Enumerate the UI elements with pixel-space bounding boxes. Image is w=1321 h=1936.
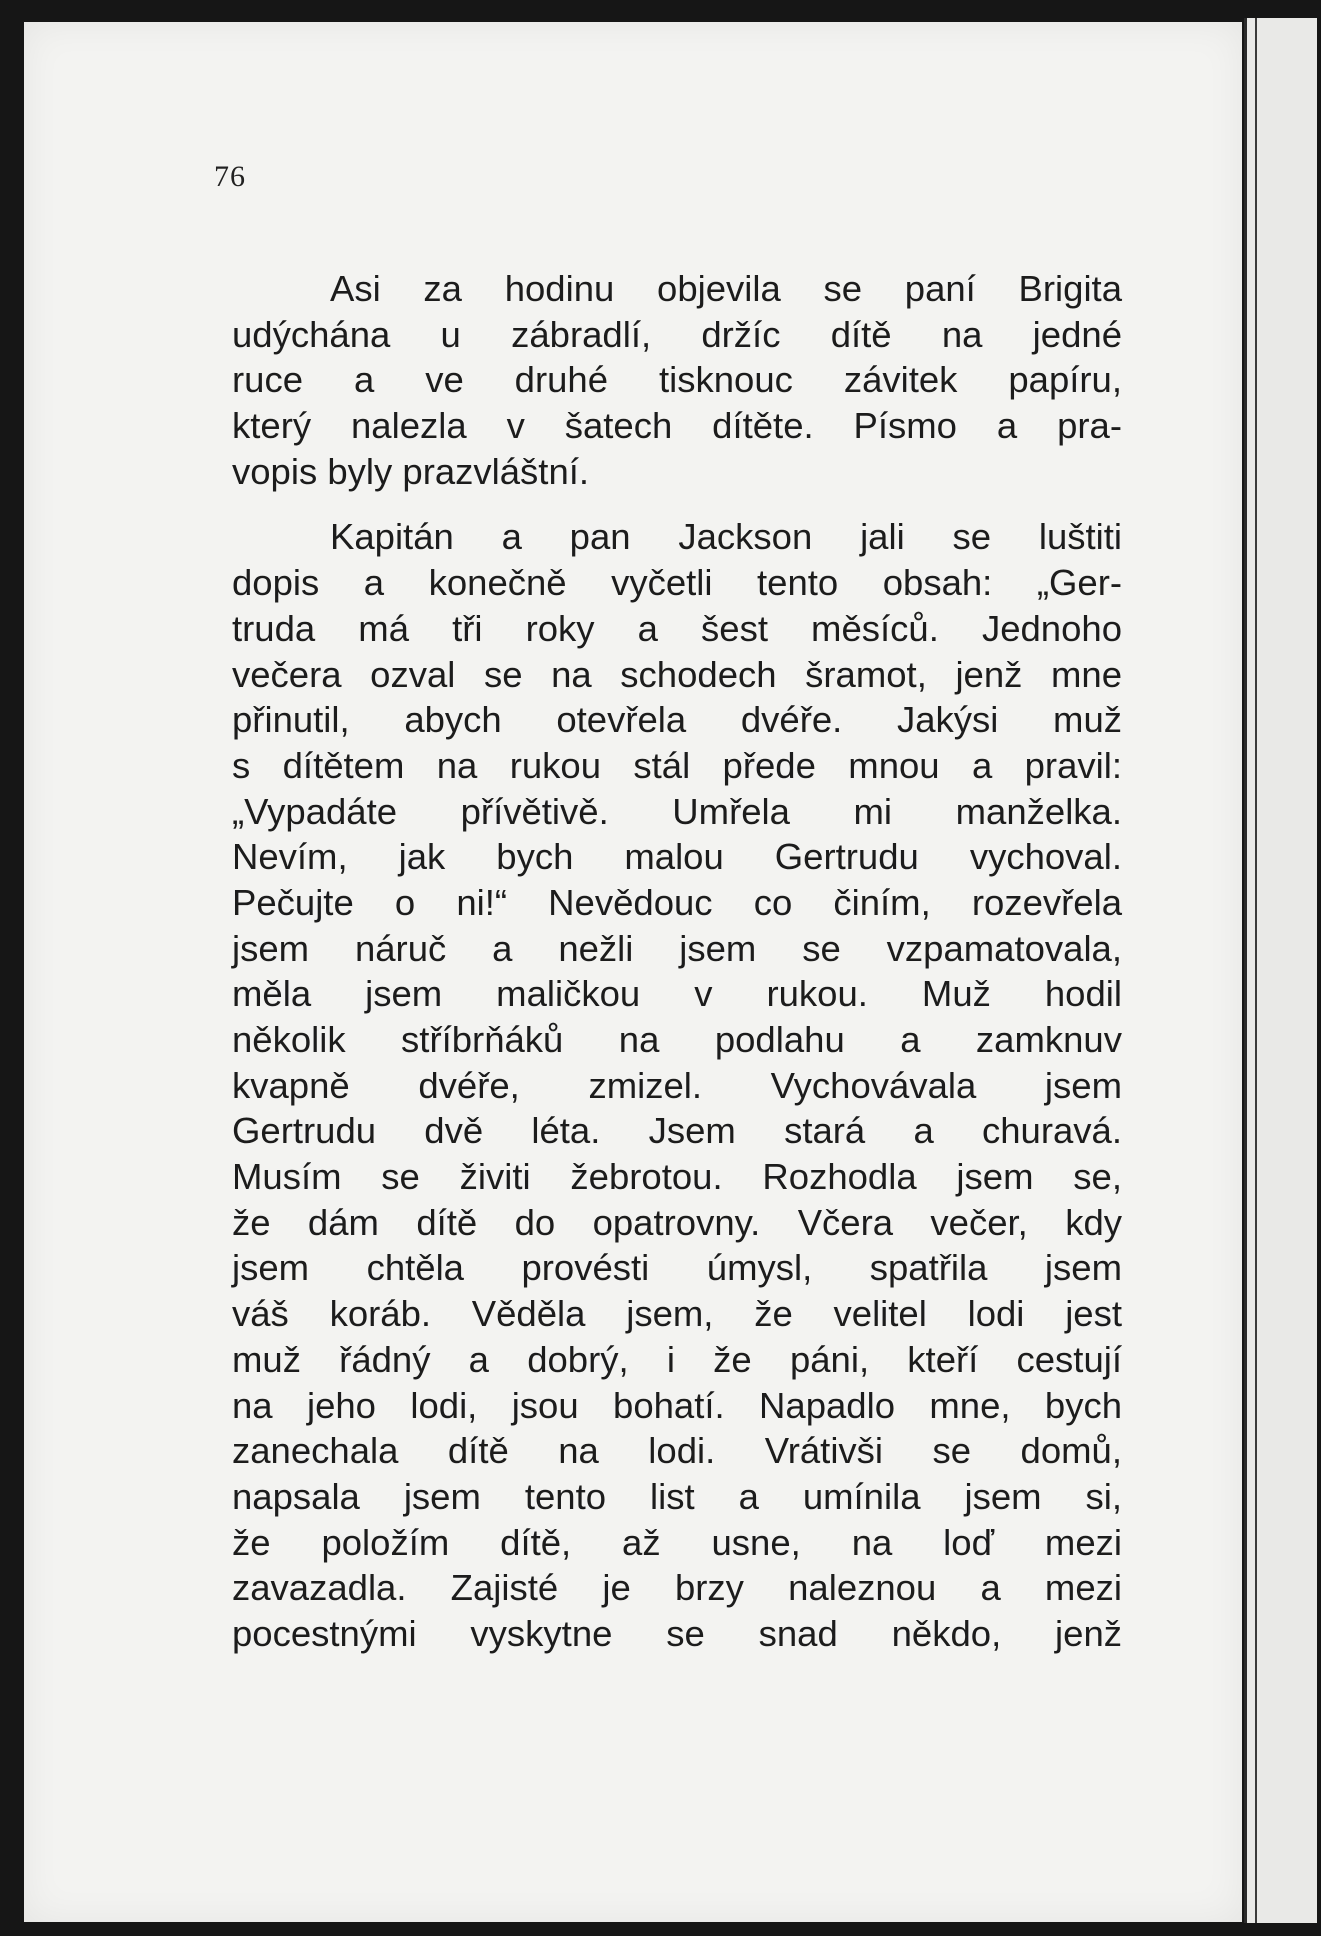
- text-line: večera ozval se na schodech šramot, jenž mne: [232, 653, 1122, 695]
- paragraph-gap: [232, 494, 1122, 514]
- text-line: dopis a konečně vyčetli tento obsah: „Ger-: [232, 562, 1122, 604]
- text-line: truda má tři roky a šest měsíců. Jednoho: [232, 607, 1122, 649]
- text-line: Musím se živiti žebrotou. Rozhodla jsem se,: [232, 1156, 1122, 1198]
- adjacent-page-edge: [1244, 18, 1317, 1923]
- text-line: udýchána u zábradlí, držíc dítě na jedné: [232, 313, 1122, 355]
- text-line: napsala jsem tento list a umínila jsem si,: [232, 1475, 1122, 1517]
- text-line: zanechala dítě na lodi. Vrátivši se domů,: [232, 1430, 1122, 1472]
- text-line: ruce a ve druhé tisknouc závitek papíru,: [232, 359, 1122, 401]
- text-line: s dítětem na rukou stál přede mnou a pravil:: [232, 744, 1122, 786]
- text-line: přinutil, abych otevřela dvéře. Jakýsi muž: [232, 699, 1122, 741]
- text-line: jsem náruč a nežli jsem se vzpamatovala,: [232, 927, 1122, 969]
- text-line: který nalezla v šatech dítěte. Písmo a pra-: [232, 405, 1122, 447]
- text-line: jsem chtěla provésti úmysl, spatřila jsem: [232, 1247, 1122, 1289]
- text-line: Gertrudu dvě léta. Jsem stará a churavá.: [232, 1110, 1122, 1152]
- text-line: Asi za hodinu objevila se paní Brigita: [330, 268, 1122, 309]
- text-line: váš koráb. Věděla jsem, že velitel lodi jest: [232, 1293, 1122, 1335]
- text-line: Kapitán a pan Jackson jali se luštiti: [330, 516, 1122, 558]
- text-line: Pečujte o ni!“ Nevědouc co činím, rozevřela: [232, 881, 1122, 923]
- text-line: Nevím, jak bych malou Gertrudu vychoval.: [232, 836, 1122, 878]
- text-line: kvapně dvéře, zmizel. Vychovávala jsem: [232, 1064, 1122, 1106]
- text-line: několik stříbrňáků na podlahu a zamknuv: [232, 1019, 1122, 1060]
- text-line: pocestnými vyskytne se snad někdo, jenž: [232, 1612, 1122, 1654]
- text-line: že položím dítě, až usne, na loď mezi: [232, 1521, 1122, 1563]
- text-line: na jeho lodi, jsou bohatí. Napadlo mne, bych: [232, 1384, 1122, 1426]
- text-line: měla jsem maličkou v rukou. Muž hodil: [232, 973, 1122, 1015]
- text-line: „Vypadáte přívětivě. Umřela mi manželka.: [232, 790, 1122, 832]
- page-number: 76: [214, 160, 246, 193]
- text-line: že dám dítě do opatrovny. Včera večer, kdy: [232, 1201, 1122, 1243]
- text-line: muž řádný a dobrý, i že páni, kteří cestují: [232, 1338, 1122, 1380]
- text-line: zavazadla. Zajisté je brzy naleznou a mezi: [232, 1567, 1122, 1609]
- text-line: vopis byly prazvláštní.: [232, 450, 590, 492]
- body-text: [232, 266, 1122, 1657]
